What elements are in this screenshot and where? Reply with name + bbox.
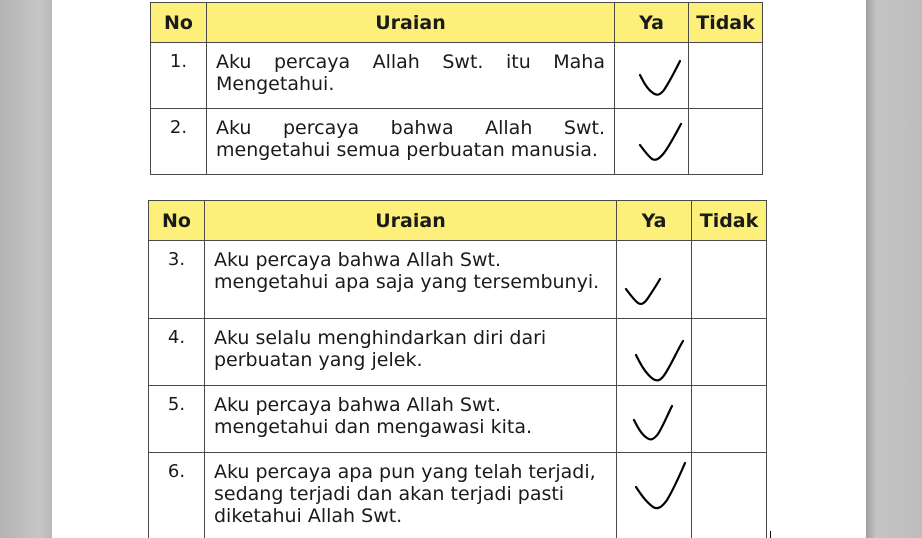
header-tidak: Tidak xyxy=(689,3,763,43)
ya-cell[interactable] xyxy=(617,241,692,319)
header-uraian: Uraian xyxy=(207,3,615,43)
header-ya: Ya xyxy=(617,201,692,241)
table-row xyxy=(149,319,767,386)
ya-cell[interactable] xyxy=(615,109,689,175)
row-uraian: Aku selalu menghindarkan diri dari perbuatan yang jelek. xyxy=(205,319,617,386)
tidak-cell[interactable] xyxy=(692,319,767,386)
text-cursor xyxy=(770,531,771,538)
row-uraian: Aku percaya bahwa Allah Swt. mengetahui apa saja yang tersembunyi. xyxy=(205,241,617,319)
row-number: 3. xyxy=(149,241,205,319)
tidak-cell[interactable] xyxy=(689,43,763,109)
table-row xyxy=(149,453,767,538)
tidak-cell[interactable] xyxy=(692,386,767,453)
header-uraian: Uraian xyxy=(205,201,617,241)
row-uraian: Aku percaya bahwa Allah Swt. mengetahui dan mengawasi kita. xyxy=(205,386,617,453)
table-row xyxy=(151,109,763,175)
table-row xyxy=(151,43,763,109)
page-shadow-right xyxy=(866,0,922,538)
header-ya: Ya xyxy=(615,3,689,43)
tidak-cell[interactable] xyxy=(692,241,767,319)
row-uraian: Aku percaya bahwa Allah Swt. mengetahui semua perbuatan manusia. xyxy=(207,109,615,175)
table-row xyxy=(149,386,767,453)
tidak-cell[interactable] xyxy=(692,453,767,538)
table-row xyxy=(149,241,767,319)
row-number: 4. xyxy=(149,319,205,386)
tidak-cell[interactable] xyxy=(689,109,763,175)
checkmark-icon xyxy=(633,337,689,387)
ya-cell[interactable] xyxy=(617,453,692,538)
table-header-row xyxy=(151,3,763,43)
row-number: 1. xyxy=(151,43,207,109)
row-number: 6. xyxy=(149,453,205,538)
checkmark-icon xyxy=(631,402,681,446)
row-uraian: Aku percaya apa pun yang telah terjadi, sedang terjadi dan akan terjadi pasti diketahui Allah Swt. xyxy=(205,453,617,538)
checklist-table-1 xyxy=(150,2,763,175)
checkmark-icon xyxy=(633,459,691,515)
row-uraian: Aku percaya Allah Swt. itu Maha Mengetahui. xyxy=(207,43,615,109)
row-number: 2. xyxy=(151,109,207,175)
checkmark-icon xyxy=(637,121,687,165)
checkmark-icon xyxy=(637,57,687,101)
header-no: No xyxy=(149,201,205,241)
header-tidak: Tidak xyxy=(692,201,767,241)
checklist-table-2 xyxy=(148,200,767,538)
row-number: 5. xyxy=(149,386,205,453)
ya-cell[interactable] xyxy=(617,386,692,453)
ya-cell[interactable] xyxy=(617,319,692,386)
table-header-row xyxy=(149,201,767,241)
document-page xyxy=(52,0,866,538)
header-no: No xyxy=(151,3,207,43)
checkmark-icon xyxy=(623,275,667,311)
ya-cell[interactable] xyxy=(615,43,689,109)
